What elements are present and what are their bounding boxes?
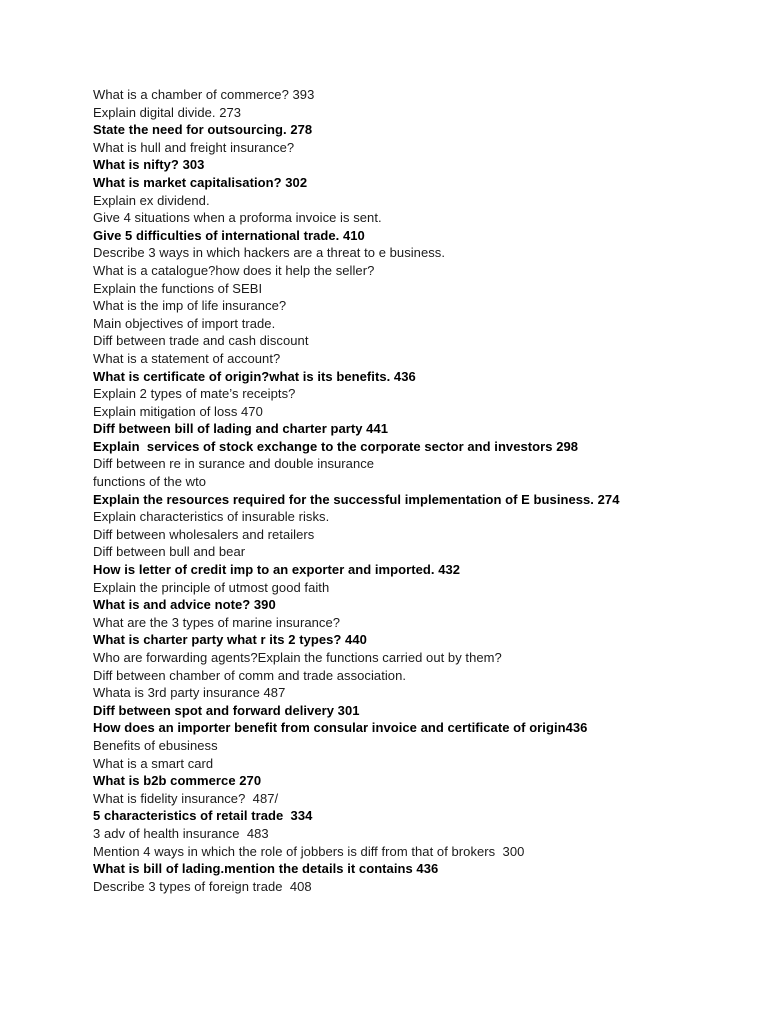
question-line: Explain mitigation of loss 470 <box>93 403 263 419</box>
question-line: Give 5 difficulties of international trade. 410 <box>93 227 365 243</box>
question-line: State the need for outsourcing. 278 <box>93 122 313 138</box>
question-line: Describe 3 types of foreign trade 408 <box>93 878 312 894</box>
question-line: What is a statement of account? <box>93 350 281 366</box>
question-line: What is charter party what r its 2 types? 440 <box>93 632 367 648</box>
question-line: Explain 2 types of mate’s receipts? <box>93 386 296 402</box>
question-line: Explain the functions of SEBI <box>93 280 263 296</box>
question-line: Diff between bill of lading and charter party 441 <box>93 421 389 437</box>
question-line: Explain ex dividend. <box>93 192 210 208</box>
question-line: What is certificate of origin?what is its benefits. 436 <box>93 368 416 384</box>
question-line: Benefits of ebusiness <box>93 737 218 753</box>
question-line: Diff between chamber of comm and trade association. <box>93 667 407 683</box>
question-line: What is bill of lading.mention the details it contains 436 <box>93 861 439 877</box>
question-line: Diff between spot and forward delivery 301 <box>93 702 360 718</box>
question-line: What is hull and freight insurance? <box>93 139 295 155</box>
question-line: 5 characteristics of retail trade 334 <box>93 808 313 824</box>
question-line: Diff between wholesalers and retailers <box>93 526 315 542</box>
question-line: Diff between bull and bear <box>93 544 246 560</box>
question-line: functions of the wto <box>93 474 207 490</box>
question-line: What is b2b commerce 270 <box>93 773 262 789</box>
question-line: Diff between re in surance and double insurance <box>93 456 375 472</box>
question-line: What is nifty? 303 <box>93 157 205 173</box>
question-line: Give 4 situations when a proforma invoice is sent. <box>93 210 382 226</box>
question-line: Who are forwarding agents?Explain the functions carried out by them? <box>93 650 502 665</box>
question-line: 3 adv of health insurance 483 <box>93 825 269 841</box>
question-line: What is a smart card <box>93 755 214 771</box>
question-line: What is and advice note? 390 <box>93 597 276 613</box>
question-line: Mention 4 ways in which the role of jobbers is diff from that of brokers 300 <box>93 843 525 859</box>
question-line: What is market capitalisation? 302 <box>93 174 308 190</box>
question-line: What is fidelity insurance? 487/ <box>93 790 279 806</box>
question-line: How is letter of credit imp to an exporter and imported. 432 <box>93 562 461 578</box>
question-line: What is a catalogue?how does it help the seller? <box>93 262 375 278</box>
question-line: Explain the resources required for the successful implementation of E business. 274 <box>93 491 620 507</box>
question-line: Main objectives of import trade. <box>93 315 276 331</box>
question-line: Whata is 3rd party insurance 487 <box>93 685 286 701</box>
question-line: Explain digital divide. 273 <box>93 104 242 120</box>
question-line: What is a chamber of commerce? 393 <box>93 87 315 102</box>
question-line: What is the imp of life insurance? <box>93 298 287 314</box>
question-list <box>93 86 753 895</box>
question-line: Diff between trade and cash discount <box>93 333 309 349</box>
question-line: How does an importer benefit from consular invoice and certificate of origin436 <box>93 720 588 736</box>
question-line: Describe 3 ways in which hackers are a threat to e business. <box>93 245 445 261</box>
question-line: What are the 3 types of marine insurance? <box>93 614 341 630</box>
question-line: Explain services of stock exchange to the corporate sector and investors 298 <box>93 438 579 454</box>
question-line: Explain characteristics of insurable risks. <box>93 509 330 525</box>
question-line: Explain the principle of utmost good faith <box>93 579 330 595</box>
